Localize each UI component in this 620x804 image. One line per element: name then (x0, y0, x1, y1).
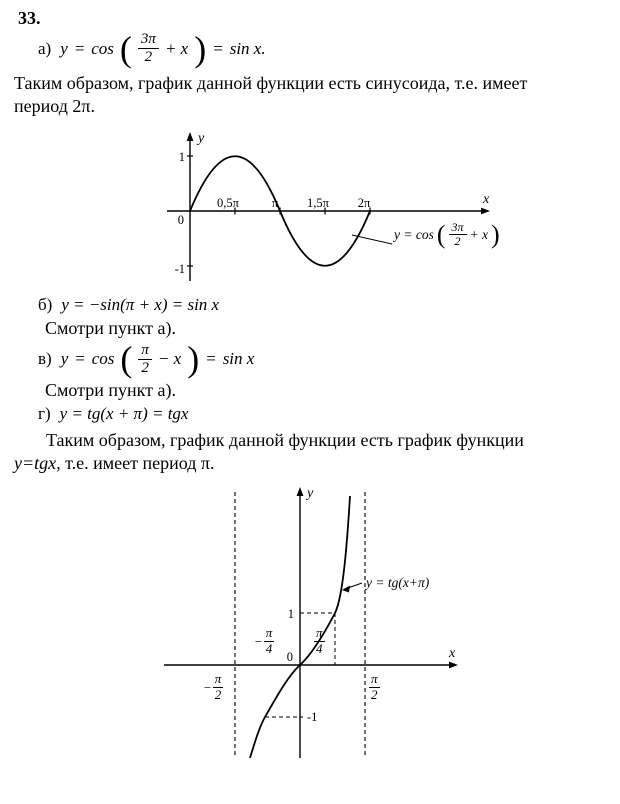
math-term: + x (164, 38, 189, 58)
math-pre: y = cos (394, 226, 434, 242)
x-axis-label: x (449, 646, 456, 662)
fraction (369, 672, 380, 703)
origin-label: 0 (177, 212, 184, 227)
item-label-v: в) (38, 349, 52, 369)
y-axis-label: y (307, 486, 314, 502)
fraction-denominator: 2 (144, 49, 153, 66)
math-eq: = (212, 38, 224, 58)
label-leader-line (352, 235, 392, 244)
fraction-numerator: π (214, 671, 222, 687)
fraction (138, 342, 152, 378)
curve-formula-label (394, 221, 500, 250)
formula-v (38, 339, 620, 380)
math-rhs: sin x. (229, 38, 266, 58)
math-eq: = (74, 349, 86, 369)
fraction-numerator: π (138, 342, 152, 360)
text-part: Таким образом, график данной функции есть график функции (46, 430, 524, 451)
math-rhs: sin x (222, 349, 255, 369)
y-axis-arrow-icon (187, 132, 194, 141)
fraction-denominator: 2 (141, 359, 149, 376)
see-item-a-note: Смотри пункт а). (45, 380, 177, 401)
fraction-denominator: 4 (316, 641, 323, 657)
fraction-numerator: π (316, 625, 323, 641)
math-var: y (60, 349, 69, 369)
y-neg1-label: -1 (174, 261, 185, 276)
right-paren: ) (491, 219, 500, 249)
item-label-g: г) (38, 404, 51, 424)
x-axis-label: x (483, 191, 490, 207)
fraction-numerator: π (265, 625, 273, 641)
tick-label-half-pi (369, 672, 380, 703)
tick-label-neg-quarter-pi (254, 626, 274, 657)
math-eq: = (205, 349, 217, 369)
x-axis-arrow-icon (449, 662, 458, 669)
graph-tangent (150, 480, 470, 762)
item-label-a: а) (38, 38, 52, 58)
math-var: y (60, 38, 68, 58)
math-text: y = −sin(π + x) = sin x (61, 294, 220, 314)
fraction-denominator: 2 (454, 234, 461, 249)
formula-a (38, 28, 620, 69)
curve-formula-label: y = tg(x+π) (366, 575, 430, 591)
y1-label: 1 (178, 149, 185, 164)
y-axis-label: y (198, 130, 205, 146)
item-label-b: б) (38, 294, 53, 314)
y-axis-arrow-icon (297, 487, 304, 496)
math-term: + x (469, 226, 489, 242)
tick-label-quarter-pi (314, 626, 325, 657)
minus-sign: − (254, 633, 263, 649)
paragraph-tangent (14, 429, 566, 475)
fraction (264, 626, 275, 657)
math-text: y = tg(x + π) = tgx (59, 404, 189, 424)
fraction (314, 626, 325, 657)
fraction-numerator: 3π (449, 221, 467, 236)
y1-label: 1 (287, 607, 294, 622)
paragraph-sinusoid: Таким образом, график данной функции есть синусоида, т.е. имеет период 2π. (14, 72, 528, 116)
tick-label-neg-half-pi (203, 672, 223, 703)
sinusoid-svg (152, 123, 512, 291)
tick-label-15pi: 1,5π (307, 195, 329, 210)
fraction-denominator: 2 (371, 687, 378, 703)
fraction (449, 221, 467, 250)
see-item-a-note: Смотри пункт а). (45, 317, 177, 338)
math-func: cos (91, 38, 114, 58)
math-inline: y=tgx, (14, 453, 61, 474)
text-part: т.е. имеет период π. (65, 453, 215, 474)
fraction-denominator: 4 (265, 641, 273, 657)
math-func: cos (91, 349, 115, 369)
tick-label-pi: π (271, 195, 279, 210)
math-eq: = (73, 38, 86, 58)
tangent-svg (150, 480, 470, 762)
formula-g (38, 404, 620, 424)
leader-arrow-icon (342, 586, 350, 593)
tick-label-05pi: 0,5π (217, 195, 239, 210)
formula-b (38, 295, 620, 315)
y-neg1-label: -1 (307, 710, 318, 725)
tick-label-2pi: 2π (357, 195, 371, 210)
minus-sign: − (203, 679, 212, 695)
problem-number: 33. (18, 8, 41, 28)
fraction (138, 31, 159, 67)
left-paren: ( (436, 219, 446, 249)
left-paren: ( (120, 339, 133, 380)
right-paren: ) (194, 28, 207, 69)
origin-label: 0 (286, 650, 293, 665)
math-term: − x (157, 349, 182, 369)
fraction-numerator: 3π (138, 31, 159, 49)
graph-sinusoid (152, 123, 512, 291)
fraction-numerator: π (371, 671, 378, 687)
right-paren: ) (187, 339, 200, 380)
x-axis-arrow-icon (481, 207, 490, 214)
left-paren: ( (119, 28, 132, 69)
fraction (213, 672, 224, 703)
fraction-denominator: 2 (214, 687, 222, 703)
